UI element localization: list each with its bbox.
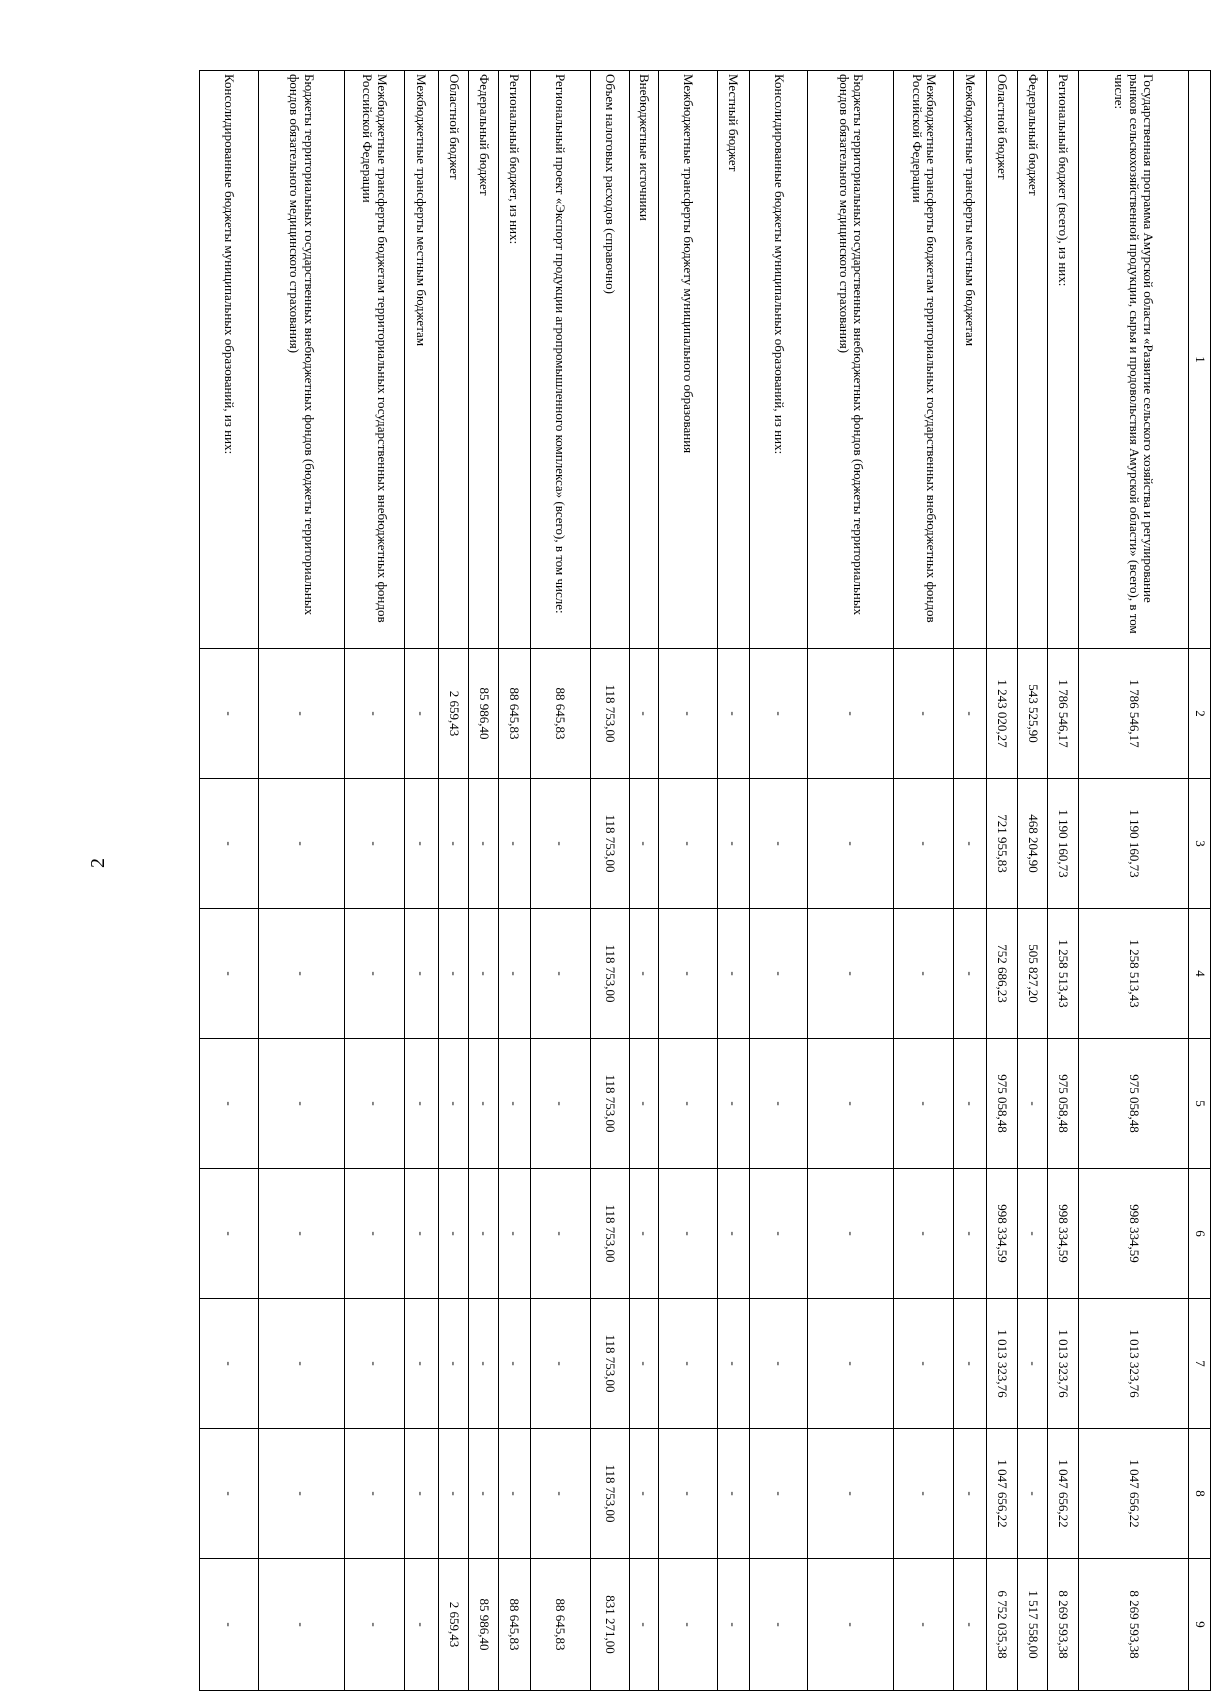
table-cell: -	[749, 1299, 808, 1429]
table-cell: -	[629, 1039, 658, 1169]
table-cell: 831 271,00	[590, 1559, 629, 1691]
column-header: 9	[1189, 1559, 1211, 1691]
table-cell: 88 645,83	[530, 1559, 590, 1691]
table-cell: -	[1017, 1429, 1048, 1559]
table-cell: -	[717, 1169, 749, 1299]
table-cell: -	[749, 1559, 808, 1691]
table-cell: -	[808, 909, 894, 1039]
table-cell: -	[1017, 1299, 1048, 1429]
table-cell: -	[808, 1559, 894, 1691]
table-cell: -	[200, 1429, 259, 1559]
table-cell: -	[894, 779, 954, 909]
row-label: Местный бюджет	[717, 71, 749, 649]
table-row	[808, 71, 894, 1691]
column-header: 5	[1189, 1039, 1211, 1169]
table-cell: -	[404, 1039, 438, 1169]
table-cell: -	[404, 909, 438, 1039]
table-cell: 1 258 513,43	[1048, 909, 1079, 1039]
table-cell: -	[404, 779, 438, 909]
table-cell: 1 786 546,17	[1078, 649, 1188, 779]
table-cell: -	[894, 1299, 954, 1429]
table-cell: -	[808, 1429, 894, 1559]
table-cell: 543 525,90	[1017, 649, 1048, 779]
table-cell: -	[659, 779, 718, 909]
table-row	[1017, 71, 1048, 1691]
row-label: Региональный бюджет (всего), из них:	[1048, 71, 1079, 649]
table-cell: -	[469, 1169, 498, 1299]
table-row	[530, 71, 590, 1691]
table-cell: 721 955,83	[987, 779, 1018, 909]
table-row	[749, 71, 808, 1691]
table-cell: -	[954, 909, 987, 1039]
table-cell: -	[629, 1169, 658, 1299]
column-header: 7	[1189, 1299, 1211, 1429]
table-cell: -	[404, 1559, 438, 1691]
table-cell: 998 334,59	[1078, 1169, 1188, 1299]
table-row	[1048, 71, 1079, 1691]
table-cell: -	[469, 1299, 498, 1429]
row-label: Областной бюджет	[438, 71, 469, 649]
column-header: 8	[1189, 1429, 1211, 1559]
table-cell: 8 269 593,38	[1078, 1559, 1188, 1691]
row-label: Объем налоговых расходов (справочно)	[590, 71, 629, 649]
table-cell: 998 334,59	[1048, 1169, 1079, 1299]
table-cell: -	[894, 909, 954, 1039]
table-cell: 88 645,83	[498, 1559, 530, 1691]
table-row	[344, 71, 404, 1691]
row-label: Межбюджетные трансферты бюджетам территориальных государственных внебюджетных фондов Российской Федерации	[894, 71, 954, 649]
table-cell: -	[258, 1559, 344, 1691]
table-cell: -	[717, 649, 749, 779]
row-label: Внебюджетные источники	[629, 71, 658, 649]
table-cell: -	[438, 1039, 469, 1169]
table-cell: -	[530, 1429, 590, 1559]
table-cell: 1 243 020,27	[987, 649, 1018, 779]
table-cell: 88 645,83	[498, 649, 530, 779]
table-cell: -	[808, 649, 894, 779]
table-cell: -	[749, 1169, 808, 1299]
table-cell: -	[659, 649, 718, 779]
table-cell: -	[404, 1429, 438, 1559]
table-cell: -	[498, 909, 530, 1039]
table-cell: 118 753,00	[590, 909, 629, 1039]
table-cell: 1 047 656,22	[1078, 1429, 1188, 1559]
table-cell: 1 047 656,22	[987, 1429, 1018, 1559]
table-cell: -	[749, 1039, 808, 1169]
row-label: Бюджеты территориальных государственных внебюджетных фондов (бюджеты территориальных фондов обязательного медицинского страхования)	[808, 71, 894, 649]
table-cell: 1 190 160,73	[1078, 779, 1188, 909]
table-cell: -	[808, 779, 894, 909]
table-cell: 85 986,40	[469, 1559, 498, 1691]
table-cell: -	[258, 1169, 344, 1299]
table-cell: 752 686,23	[987, 909, 1018, 1039]
table-cell: -	[717, 1559, 749, 1691]
table-cell: -	[258, 1429, 344, 1559]
table-cell: -	[629, 779, 658, 909]
table-cell: -	[659, 909, 718, 1039]
budget-table	[199, 70, 1211, 1691]
table-cell: 1 190 160,73	[1048, 779, 1079, 909]
table-cell: 1 786 546,17	[1048, 649, 1079, 779]
table-cell: -	[749, 1429, 808, 1559]
table-cell: -	[469, 1429, 498, 1559]
table-cell: 118 753,00	[590, 649, 629, 779]
table-cell: 1 258 513,43	[1078, 909, 1188, 1039]
table-cell: 88 645,83	[530, 649, 590, 779]
table-cell: 468 204,90	[1017, 779, 1048, 909]
table-cell: -	[438, 1169, 469, 1299]
table-cell: 85 986,40	[469, 649, 498, 779]
table-cell: -	[498, 1429, 530, 1559]
table-cell: 505 827,20	[1017, 909, 1048, 1039]
table-cell: -	[717, 1039, 749, 1169]
row-label: Консолидированные бюджеты муниципальных образований, из них:	[200, 71, 259, 649]
table-row	[954, 71, 987, 1691]
table-cell: -	[954, 649, 987, 779]
table-cell: -	[954, 1559, 987, 1691]
table-cell: -	[498, 779, 530, 909]
table-cell: -	[200, 1039, 259, 1169]
table-cell: 1 517 558,00	[1017, 1559, 1048, 1691]
table-row	[987, 71, 1018, 1691]
row-label: Федеральный бюджет	[469, 71, 498, 649]
table-cell: -	[200, 779, 259, 909]
table-cell: -	[659, 1429, 718, 1559]
table-cell: 118 753,00	[590, 1299, 629, 1429]
table-row	[717, 71, 749, 1691]
row-label: Бюджеты территориальных государственных внебюджетных фондов (бюджеты территориальных фондов обязательного медицинского страхования)	[258, 71, 344, 649]
table-row	[438, 71, 469, 1691]
table-cell: -	[469, 779, 498, 909]
table-cell: -	[659, 1039, 718, 1169]
table-cell: 118 753,00	[590, 1039, 629, 1169]
table-cell: -	[629, 1559, 658, 1691]
table-cell: -	[954, 779, 987, 909]
table-cell: -	[258, 1039, 344, 1169]
table-cell: 1 047 656,22	[1048, 1429, 1079, 1559]
table-cell: -	[344, 1169, 404, 1299]
table-cell: -	[438, 779, 469, 909]
table-cell: -	[717, 779, 749, 909]
table-cell: -	[258, 1299, 344, 1429]
table-cell: -	[404, 1299, 438, 1429]
table-cell: -	[344, 1429, 404, 1559]
row-label: Федеральный бюджет	[1017, 71, 1048, 649]
table-cell: -	[200, 1169, 259, 1299]
column-header: 2	[1189, 649, 1211, 779]
table-cell: -	[717, 909, 749, 1039]
table-cell: -	[344, 909, 404, 1039]
table-cell: -	[344, 1299, 404, 1429]
table-cell: -	[894, 1039, 954, 1169]
table-cell: -	[749, 649, 808, 779]
header-row	[1189, 71, 1211, 1691]
table-cell: -	[1017, 1169, 1048, 1299]
table-cell: -	[717, 1299, 749, 1429]
table-cell: -	[808, 1039, 894, 1169]
table-cell: -	[469, 909, 498, 1039]
table-cell: -	[438, 909, 469, 1039]
table-cell: -	[530, 779, 590, 909]
table-cell: -	[258, 649, 344, 779]
table-cell: 998 334,59	[987, 1169, 1018, 1299]
table-cell: -	[200, 1299, 259, 1429]
table-cell: 118 753,00	[590, 1429, 629, 1559]
row-label: Областной бюджет	[987, 71, 1018, 649]
table-cell: -	[894, 1169, 954, 1299]
table-row	[469, 71, 498, 1691]
table-cell: -	[629, 649, 658, 779]
table-cell: 1 013 323,76	[1078, 1299, 1188, 1429]
table-row	[1078, 71, 1188, 1691]
table-cell: -	[258, 909, 344, 1039]
row-label: Государственная программа Амурской области «Развитие сельского хозяйства и регулирование рынков сельскохозяйственной продукции, сырья и продовольствия Амурской области» (всего), в том числе:	[1078, 71, 1188, 649]
table-cell: -	[344, 1559, 404, 1691]
table-cell: 1 013 323,76	[1048, 1299, 1079, 1429]
table-row	[590, 71, 629, 1691]
table-cell: -	[894, 1559, 954, 1691]
table-cell: -	[530, 909, 590, 1039]
table-cell: -	[200, 649, 259, 779]
row-label: Региональный проект «Экспорт продукции агропромышленного комплекса» (всего), в том числе:	[530, 71, 590, 649]
table-cell: -	[200, 1559, 259, 1691]
column-header: 1	[1189, 71, 1211, 649]
table-cell: 2 659,43	[438, 1559, 469, 1691]
table-row	[659, 71, 718, 1691]
rotated-page-content	[199, 70, 1211, 1690]
table-cell: -	[629, 1429, 658, 1559]
table-cell: -	[894, 649, 954, 779]
table-cell: -	[954, 1169, 987, 1299]
table-cell: -	[808, 1169, 894, 1299]
table-cell: -	[438, 1299, 469, 1429]
table-cell: -	[954, 1039, 987, 1169]
table-cell: 975 058,48	[1078, 1039, 1188, 1169]
table-cell: -	[894, 1429, 954, 1559]
table-cell: -	[469, 1039, 498, 1169]
table-cell: -	[344, 779, 404, 909]
table-row	[258, 71, 344, 1691]
table-cell: -	[749, 779, 808, 909]
table-cell: -	[498, 1039, 530, 1169]
table-cell: -	[1017, 1039, 1048, 1169]
table-cell: -	[258, 779, 344, 909]
table-cell: -	[404, 1169, 438, 1299]
table-row	[629, 71, 658, 1691]
table-cell: -	[438, 1429, 469, 1559]
row-label: Межбюджетные трансферты местным бюджетам	[954, 71, 987, 649]
table-cell: -	[659, 1559, 718, 1691]
table-cell: 6 752 035,38	[987, 1559, 1018, 1691]
row-label: Региональный бюджет, из них:	[498, 71, 530, 649]
row-label: Межбюджетные трансферты бюджету муниципального образования	[659, 71, 718, 649]
table-cell: -	[629, 1299, 658, 1429]
row-label: Межбюджетные трансферты бюджетам территориальных государственных внебюджетных фондов Российской Федерации	[344, 71, 404, 649]
table-cell: 8 269 593,38	[1048, 1559, 1079, 1691]
column-header: 4	[1189, 909, 1211, 1039]
table-row	[200, 71, 259, 1691]
table-cell: 2 659,43	[438, 649, 469, 779]
table-cell: -	[344, 1039, 404, 1169]
table-cell: 118 753,00	[590, 779, 629, 909]
table-row	[894, 71, 954, 1691]
table-cell: 975 058,48	[987, 1039, 1018, 1169]
table-cell: -	[530, 1299, 590, 1429]
table-row	[498, 71, 530, 1691]
table-cell: -	[808, 1299, 894, 1429]
table-cell: 118 753,00	[590, 1169, 629, 1299]
table-cell: -	[954, 1299, 987, 1429]
table-cell: -	[404, 649, 438, 779]
table-cell: -	[659, 1299, 718, 1429]
table-cell: -	[954, 1429, 987, 1559]
table-cell: -	[344, 649, 404, 779]
table-cell: -	[530, 1039, 590, 1169]
table-cell: 975 058,48	[1048, 1039, 1079, 1169]
column-header: 3	[1189, 779, 1211, 909]
table-cell: -	[200, 909, 259, 1039]
table-cell: -	[717, 1429, 749, 1559]
table-cell: -	[498, 1299, 530, 1429]
table-cell: -	[659, 1169, 718, 1299]
row-label: Межбюджетные трансферты местным бюджетам	[404, 71, 438, 649]
row-label: Консолидированные бюджеты муниципальных образований, из них:	[749, 71, 808, 649]
table-row	[404, 71, 438, 1691]
page-number: 2	[87, 858, 109, 868]
table-cell: -	[749, 909, 808, 1039]
column-header: 6	[1189, 1169, 1211, 1299]
table-cell: -	[530, 1169, 590, 1299]
table-cell: -	[498, 1169, 530, 1299]
table-cell: -	[629, 909, 658, 1039]
table-cell: 1 013 323,76	[987, 1299, 1018, 1429]
